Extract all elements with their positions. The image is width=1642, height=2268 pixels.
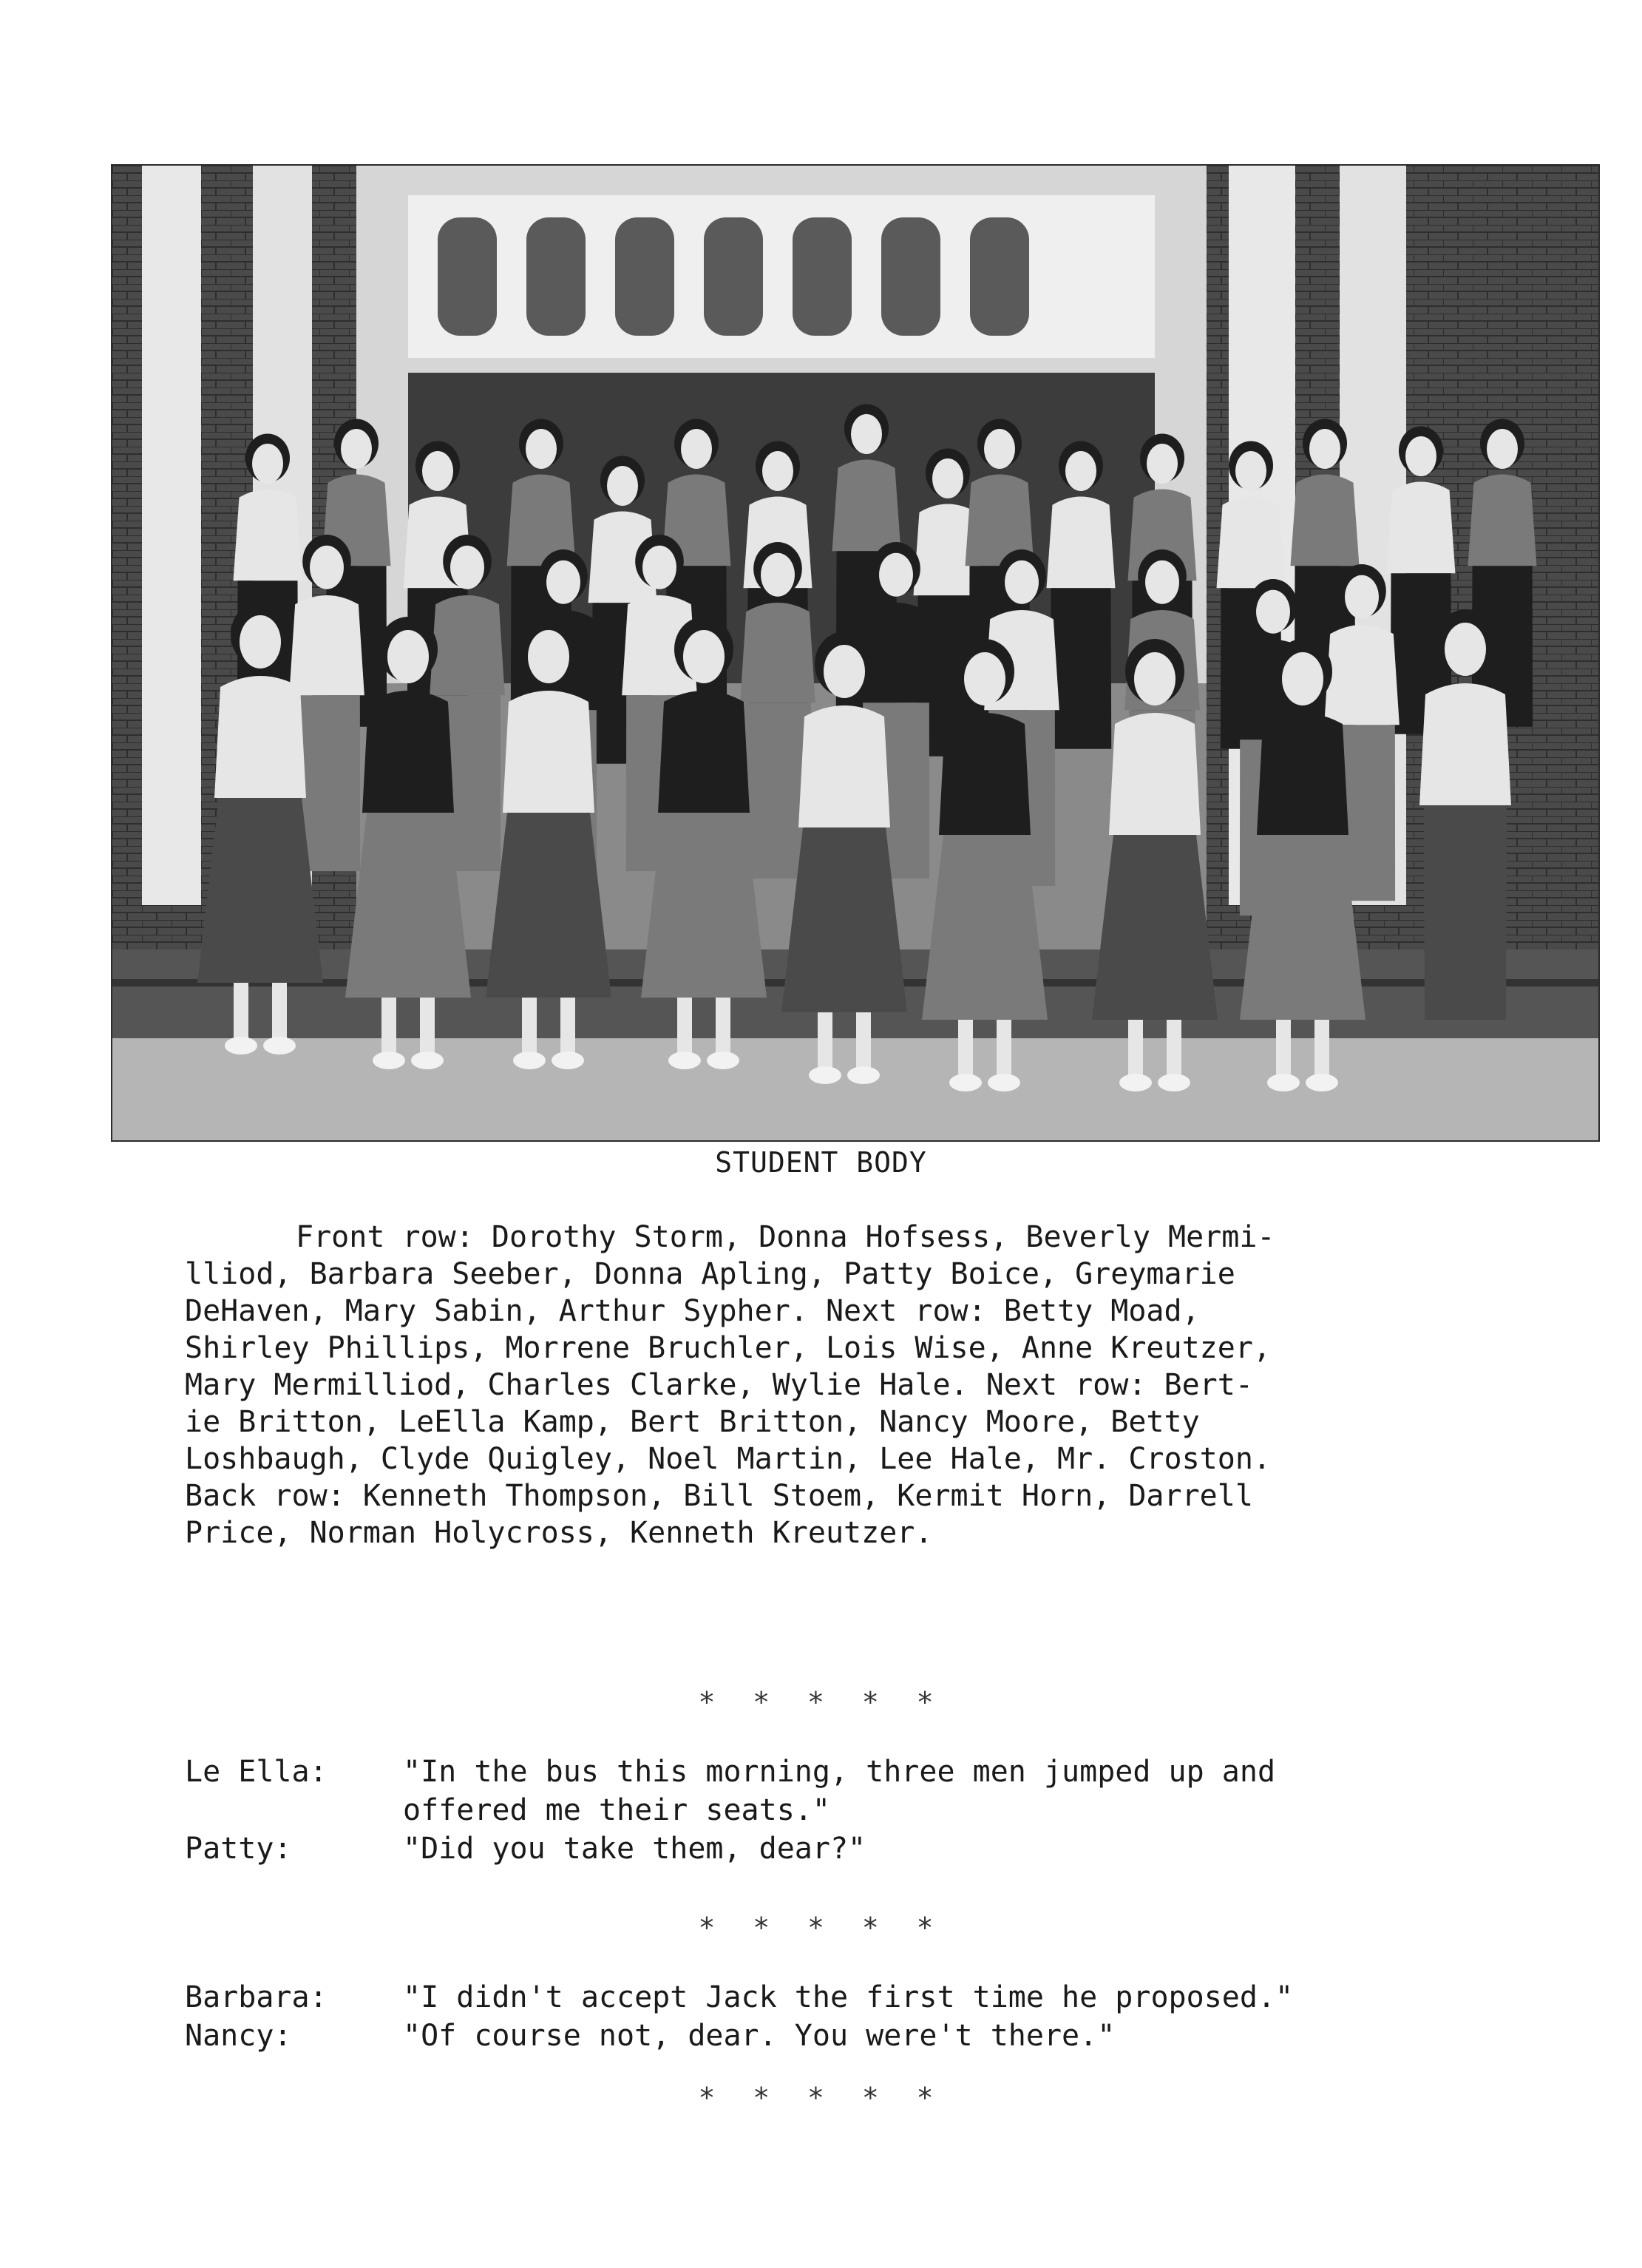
separator-stars: * * * * *	[698, 1912, 944, 1944]
joke-line	[185, 1829, 1538, 1868]
joke-line	[185, 1978, 1538, 2017]
paragraph-line: ie Britton, LeElla Kamp, Bert Britton, Nancy Moore, Betty	[185, 1405, 1200, 1439]
paragraph-line: Back row: Kenneth Thompson, Bill Stoem, Kermit Horn, Darrell	[185, 1479, 1253, 1513]
joke-line	[185, 1753, 1538, 1791]
paragraph-line: DeHaven, Mary Sabin, Arthur Sypher. Next row: Betty Moad,	[185, 1294, 1200, 1328]
paragraph-line: Price, Norman Holycross, Kenneth Kreutzer.	[185, 1516, 933, 1550]
column	[142, 166, 201, 905]
separator-stars: * * * * *	[698, 2082, 944, 2114]
joke-text: "Did you take them, dear?"	[403, 1832, 866, 1866]
paragraph-line: Loshbaugh, Clyde Quigley, Noel Martin, Lee Hale, Mr. Croston.	[185, 1442, 1272, 1476]
speaker-label: Barbara:	[185, 1980, 328, 2014]
joke-text: "I didn't accept Jack the first time he proposed."	[403, 1980, 1294, 2014]
photo-illustration	[112, 166, 1598, 1140]
paragraph-line: Shirley Phillips, Morrene Bruchler, Lois Wise, Anne Kreutzer,	[185, 1331, 1272, 1365]
paragraph-line: Mary Mermilliod, Charles Clarke, Wylie Hale. Next row: Bert-	[185, 1368, 1253, 1402]
names-paragraph	[185, 1219, 1538, 1551]
joke-line	[185, 1791, 1538, 1829]
paragraph-line: lliod, Barbara Seeber, Donna Apling, Patty Boice, Greymarie	[185, 1257, 1235, 1291]
joke-line	[185, 2017, 1538, 2055]
paragraph-line: Front row: Dorothy Storm, Donna Hofsess, Beverly Mermi-	[296, 1220, 1275, 1254]
speaker-label: Le Ella:	[185, 1755, 328, 1789]
joke-text: offered me their seats."	[403, 1793, 830, 1827]
speaker-label: Patty:	[185, 1832, 292, 1866]
joke-block	[185, 1753, 1538, 1868]
joke-text: "Of course not, dear. You were't there."	[403, 2019, 1116, 2053]
photo-caption: STUDENT BODY	[715, 1146, 927, 1179]
separator-stars: * * * * *	[698, 1686, 944, 1719]
speaker-label: Nancy:	[185, 2019, 292, 2053]
joke-block	[185, 1978, 1538, 2055]
joke-text: "In the bus this morning, three men jumped up and	[403, 1755, 1276, 1789]
speaker-label	[185, 1791, 403, 1829]
student-body-photo	[111, 164, 1600, 1142]
